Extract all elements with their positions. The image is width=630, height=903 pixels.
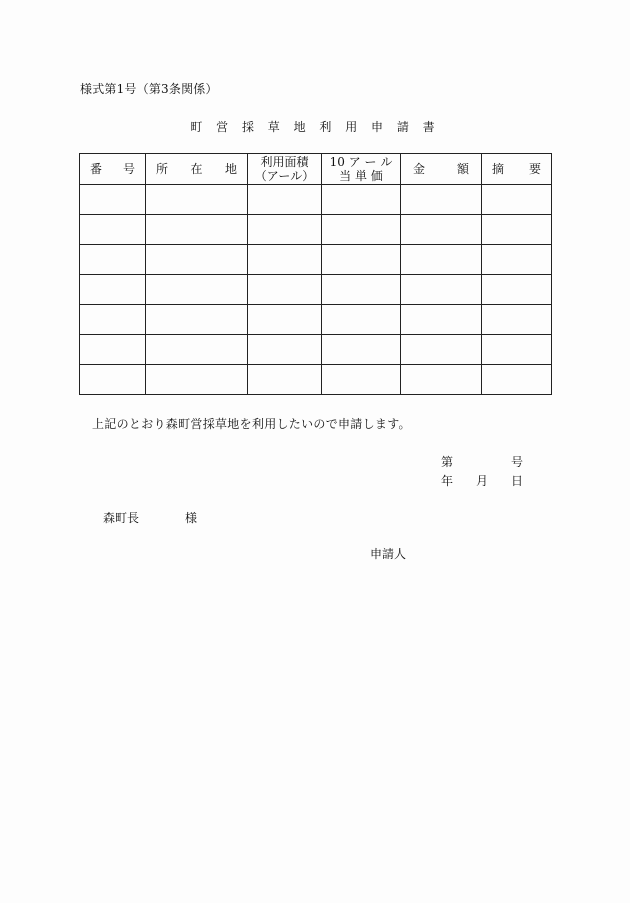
header-location (146, 154, 248, 185)
applicant-label: 申請人 (370, 547, 407, 561)
cell-number[interactable] (80, 185, 146, 215)
cell-unit-price[interactable] (322, 335, 401, 365)
cell-area[interactable] (248, 185, 322, 215)
cell-remarks[interactable] (482, 245, 552, 275)
reference-month: 月 (475, 474, 488, 488)
header-unit-price (322, 154, 401, 185)
addressee-honorific: 様 (184, 511, 197, 525)
form-number: 様式第1号（第3条関係） (80, 82, 218, 96)
cell-location[interactable] (146, 335, 248, 365)
cell-area[interactable] (248, 335, 322, 365)
cell-remarks[interactable] (482, 365, 552, 395)
cell-remarks[interactable] (482, 215, 552, 245)
cell-area[interactable] (248, 305, 322, 335)
table-header-row (80, 154, 552, 185)
cell-amount[interactable] (401, 365, 482, 395)
cell-amount[interactable] (401, 335, 482, 365)
header-unit-price-line-1: 10 ア ー ル (329, 155, 393, 169)
cell-location[interactable] (146, 185, 248, 215)
cell-number[interactable] (80, 335, 146, 365)
header-amount-char-1: 金 (413, 162, 426, 176)
addressee (103, 509, 197, 526)
cell-area[interactable] (248, 275, 322, 305)
reference-block (441, 453, 523, 491)
cell-number[interactable] (80, 245, 146, 275)
header-remarks-char-2: 要 (528, 162, 541, 176)
cell-unit-price[interactable] (322, 275, 401, 305)
reference-number-prefix: 第 (441, 455, 454, 469)
cell-number[interactable] (80, 275, 146, 305)
cell-remarks[interactable] (482, 335, 552, 365)
reference-day: 日 (510, 474, 523, 488)
cell-amount[interactable] (401, 245, 482, 275)
document-title: 町 営 採 草 地 利 用 申 請 書 (190, 120, 440, 134)
header-number (80, 154, 146, 185)
header-location-char-2: 在 (190, 162, 203, 176)
table-row (80, 275, 552, 305)
table-row (80, 335, 552, 365)
header-amount-char-2: 額 (456, 162, 469, 176)
table-row (80, 365, 552, 395)
cell-number[interactable] (80, 215, 146, 245)
cell-amount[interactable] (401, 305, 482, 335)
reference-year: 年 (441, 474, 454, 488)
cell-location[interactable] (146, 305, 248, 335)
table-row (80, 245, 552, 275)
cell-area[interactable] (248, 245, 322, 275)
header-number-char-2: 号 (122, 162, 135, 176)
cell-unit-price[interactable] (322, 365, 401, 395)
cell-location[interactable] (146, 245, 248, 275)
header-remarks (482, 154, 552, 185)
cell-location[interactable] (146, 365, 248, 395)
header-area (248, 154, 322, 185)
addressee-name: 森町長 (103, 511, 140, 525)
cell-area[interactable] (248, 365, 322, 395)
cell-amount[interactable] (401, 275, 482, 305)
application-statement: 上記のとおり森町営採草地を利用したいので申請します。 (92, 417, 411, 431)
header-location-char-3: 地 (224, 162, 237, 176)
table-row (80, 305, 552, 335)
cell-amount[interactable] (401, 185, 482, 215)
cell-amount[interactable] (401, 215, 482, 245)
cell-area[interactable] (248, 215, 322, 245)
cell-number[interactable] (80, 305, 146, 335)
header-number-char-1: 番 (90, 162, 103, 176)
table-row (80, 185, 552, 215)
cell-number[interactable] (80, 365, 146, 395)
header-location-char-1: 所 (156, 162, 169, 176)
reference-date-row (441, 472, 523, 491)
header-area-line-1: 利用面積 (260, 155, 309, 169)
reference-number-row (441, 453, 523, 472)
header-remarks-char-1: 摘 (492, 162, 505, 176)
cell-remarks[interactable] (482, 305, 552, 335)
cell-unit-price[interactable] (322, 305, 401, 335)
cell-unit-price[interactable] (322, 185, 401, 215)
cell-remarks[interactable] (482, 275, 552, 305)
header-area-line-2: （アール） (254, 169, 315, 183)
cell-unit-price[interactable] (322, 245, 401, 275)
cell-location[interactable] (146, 215, 248, 245)
header-amount (401, 154, 482, 185)
header-unit-price-line-2: 当 単 価 (339, 169, 383, 183)
application-table (79, 153, 552, 395)
reference-number-suffix: 号 (510, 455, 523, 469)
table-row (80, 215, 552, 245)
cell-remarks[interactable] (482, 185, 552, 215)
table-body (80, 185, 552, 395)
cell-location[interactable] (146, 275, 248, 305)
cell-unit-price[interactable] (322, 215, 401, 245)
